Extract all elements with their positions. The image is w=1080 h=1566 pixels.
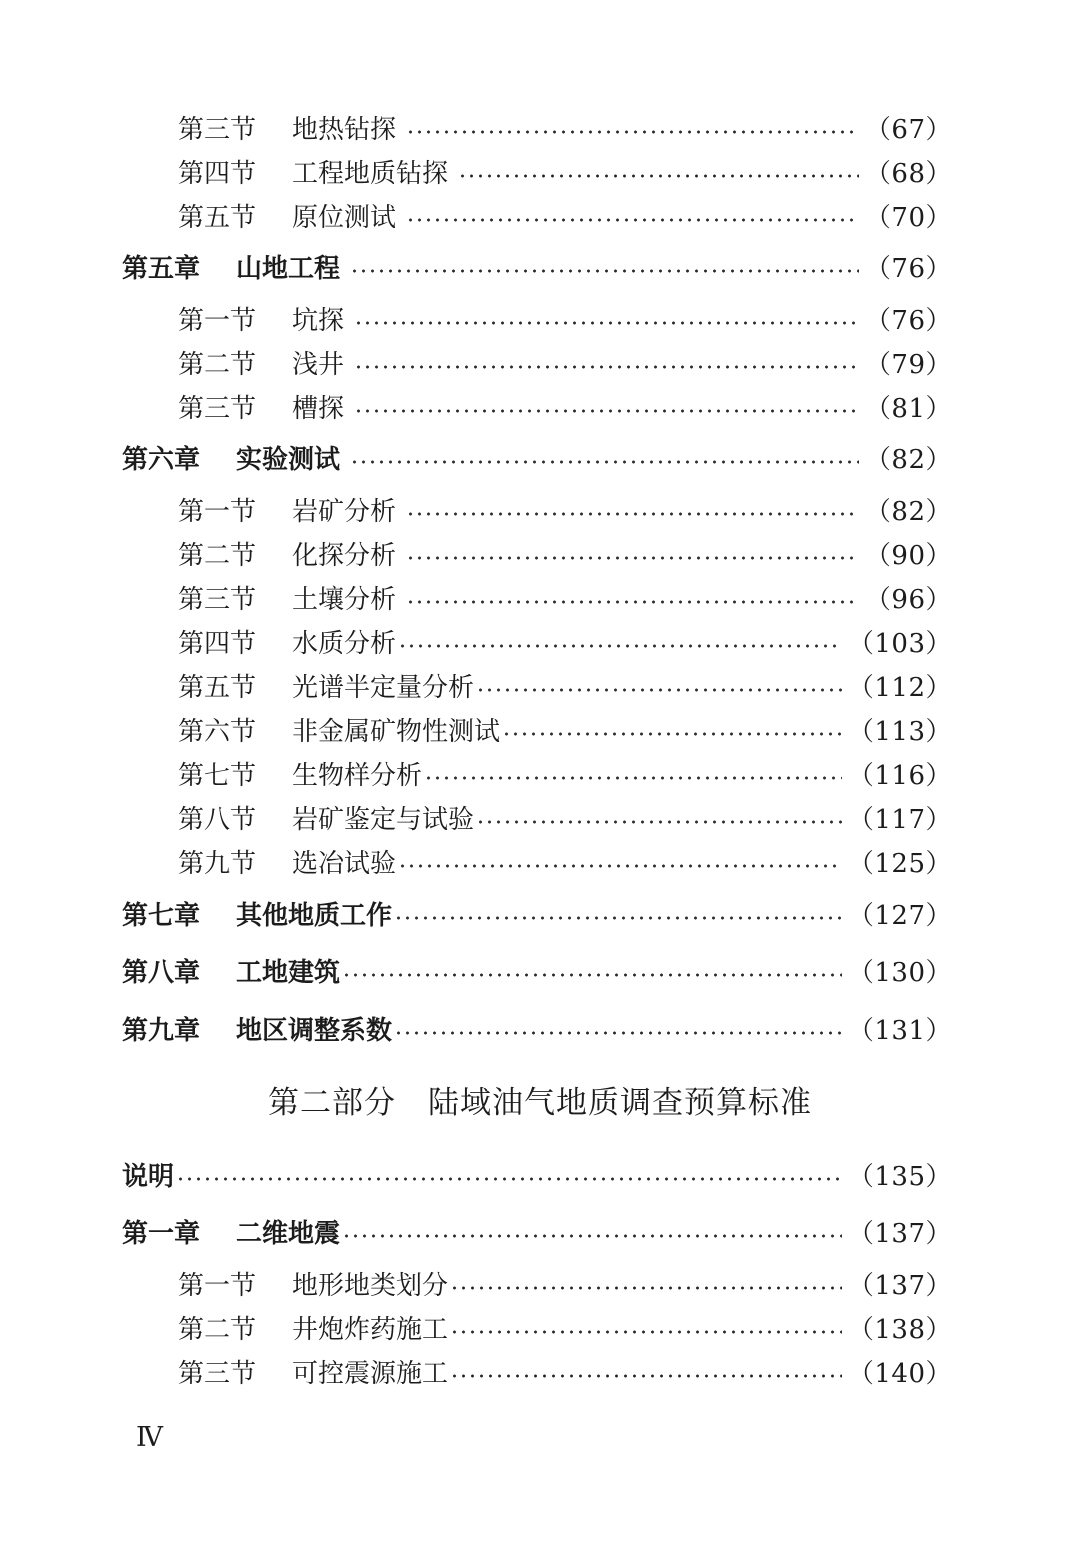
toc-entry — [178, 668, 952, 708]
section-number: 第九节 — [178, 849, 257, 879]
section-number: 第一节 — [178, 1271, 257, 1301]
toc-entry — [178, 301, 952, 341]
section-number: 第五节 — [178, 203, 257, 233]
page-ref: （79） — [864, 350, 952, 380]
entry-title: 生物样分析 — [292, 761, 423, 791]
page-ref: （125） — [847, 849, 952, 879]
part-title: 第二部分 陆域油气地质调查预算标准 — [268, 1085, 812, 1121]
entry-title: 工程地质钻探 — [292, 159, 449, 189]
entry-title: 原位测试 — [292, 203, 397, 233]
page-ref: （127） — [847, 901, 952, 931]
page-ref: （116） — [847, 761, 952, 791]
dot-leader — [394, 916, 842, 920]
dot-leader — [406, 130, 859, 134]
dot-leader — [398, 864, 842, 868]
dot-leader — [354, 409, 859, 413]
page-ref: （76） — [864, 306, 952, 336]
dot-leader — [354, 321, 859, 325]
dot-leader — [350, 460, 859, 464]
dot-leader — [394, 1031, 842, 1035]
section-number: 第三节 — [178, 1359, 257, 1389]
section-number: 第三节 — [178, 115, 257, 145]
page-ref: （70） — [864, 203, 952, 233]
page-ref: （112） — [847, 673, 952, 703]
section-number: 第二节 — [178, 350, 257, 380]
toc-entry — [178, 1354, 952, 1394]
entry-title: 坑探 — [292, 306, 345, 336]
toc-entry — [178, 154, 952, 194]
toc-entry — [178, 844, 952, 884]
page-ref: （137） — [847, 1219, 952, 1249]
dot-leader — [450, 1374, 842, 1378]
toc-chapter-entry — [122, 249, 952, 289]
chapter-number: 第五章 — [122, 254, 201, 284]
page-ref: （138） — [847, 1315, 952, 1345]
entry-title: 非金属矿物性测试 — [292, 717, 501, 747]
toc-entry — [178, 1266, 952, 1306]
entry-title: 其他地质工作 — [236, 901, 393, 931]
section-number: 第五节 — [178, 673, 257, 703]
toc-entry — [178, 345, 952, 385]
page-ref: （96） — [864, 585, 952, 615]
toc-entry — [178, 536, 952, 576]
page-number: Ⅳ — [136, 1422, 163, 1453]
section-number: 第七节 — [178, 761, 257, 791]
entry-title: 地区调整系数 — [236, 1016, 393, 1046]
dot-leader — [342, 1234, 842, 1238]
toc-entry — [178, 712, 952, 752]
entry-title: 二维地震 — [236, 1219, 341, 1249]
toc-chapter-entry — [122, 1157, 952, 1197]
dot-leader — [342, 973, 842, 977]
entry-title: 水质分析 — [292, 629, 397, 659]
entry-title: 实验测试 — [236, 445, 341, 475]
dot-leader — [458, 174, 859, 178]
section-number: 第四节 — [178, 159, 257, 189]
section-number: 第一节 — [178, 306, 257, 336]
entry-title: 山地工程 — [236, 254, 341, 284]
section-number: 第二节 — [178, 1315, 257, 1345]
toc-chapter-entry — [122, 953, 952, 993]
toc-entry — [178, 1310, 952, 1350]
dot-leader — [406, 600, 859, 604]
toc-entry — [178, 389, 952, 429]
chapter-number: 第八章 — [122, 958, 201, 988]
section-number: 第二节 — [178, 541, 257, 571]
entry-title: 井炮炸药施工 — [292, 1315, 449, 1345]
toc-chapter-entry — [122, 1011, 952, 1051]
entry-title: 岩矿鉴定与试验 — [292, 805, 475, 835]
dot-leader — [406, 218, 859, 222]
toc-entry — [178, 580, 952, 620]
section-number: 第三节 — [178, 394, 257, 424]
dot-leader — [350, 269, 859, 273]
dot-leader — [450, 1330, 842, 1334]
dot-leader — [406, 512, 859, 516]
chapter-number: 第六章 — [122, 445, 201, 475]
entry-title: 岩矿分析 — [292, 497, 397, 527]
dot-leader — [502, 732, 842, 736]
entry-title: 槽探 — [292, 394, 345, 424]
entry-title: 说明 — [122, 1162, 175, 1192]
page-ref: （103） — [847, 629, 952, 659]
entry-title: 浅井 — [292, 350, 345, 380]
section-number: 第一节 — [178, 497, 257, 527]
section-number: 第四节 — [178, 629, 257, 659]
page-ref: （90） — [864, 541, 952, 571]
section-number: 第六节 — [178, 717, 257, 747]
toc-chapter-entry — [122, 1214, 952, 1254]
chapter-number: 第七章 — [122, 901, 201, 931]
page-ref: （113） — [847, 717, 952, 747]
entry-title: 光谱半定量分析 — [292, 673, 475, 703]
page-ref: （137） — [847, 1271, 952, 1301]
page-ref: （82） — [864, 445, 952, 475]
chapter-number: 第九章 — [122, 1016, 201, 1046]
section-number: 第八节 — [178, 805, 257, 835]
page-ref: （140） — [847, 1359, 952, 1389]
section-number: 第三节 — [178, 585, 257, 615]
dot-leader — [450, 1286, 842, 1290]
toc-entry — [178, 110, 952, 150]
page-ref: （82） — [864, 497, 952, 527]
toc-chapter-entry — [122, 440, 952, 480]
dot-leader — [398, 644, 842, 648]
toc-chapter-entry — [122, 896, 952, 936]
toc-entry — [178, 756, 952, 796]
page-ref: （76） — [864, 254, 952, 284]
dot-leader — [424, 776, 842, 780]
page-ref: （117） — [847, 805, 952, 835]
entry-title: 土壤分析 — [292, 585, 397, 615]
entry-title: 地热钻探 — [292, 115, 397, 145]
page-ref: （131） — [847, 1016, 952, 1046]
dot-leader — [476, 820, 842, 824]
page-ref: （130） — [847, 958, 952, 988]
toc-entry — [178, 800, 952, 840]
page-ref: （68） — [864, 159, 952, 189]
dot-leader — [176, 1177, 842, 1181]
entry-title: 化探分析 — [292, 541, 397, 571]
entry-title: 选冶试验 — [292, 849, 397, 879]
dot-leader — [354, 365, 859, 369]
page-ref: （135） — [847, 1162, 952, 1192]
dot-leader — [406, 556, 859, 560]
page-ref: （67） — [864, 115, 952, 145]
toc-entry — [178, 492, 952, 532]
toc-entry — [178, 624, 952, 664]
chapter-number: 第一章 — [122, 1219, 201, 1249]
entry-title: 地形地类划分 — [292, 1271, 449, 1301]
entry-title: 可控震源施工 — [292, 1359, 449, 1389]
toc-entry — [178, 198, 952, 238]
entry-title: 工地建筑 — [236, 958, 341, 988]
page-ref: （81） — [864, 394, 952, 424]
dot-leader — [476, 688, 842, 692]
